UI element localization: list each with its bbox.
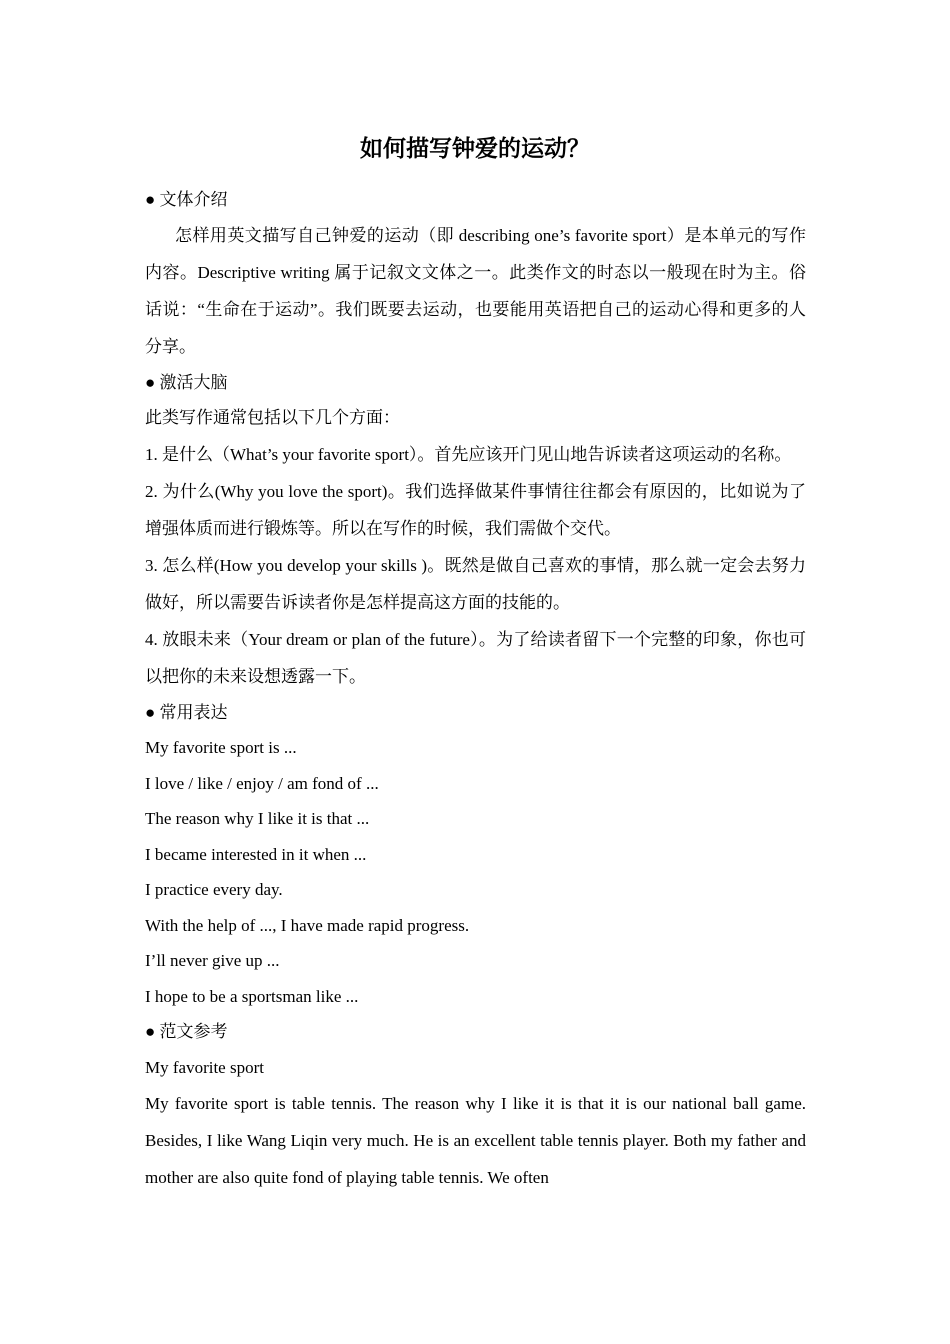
expression-item: I love / like / enjoy / am fond of ...: [145, 773, 379, 793]
point-item-how: 3. 怎么样(How you develop your skills )。既然是做自己喜欢的事情，那么就一定会去努力做好，所以需要告诉读者你是怎样提高这方面的技能的。: [145, 555, 806, 612]
section-heading-common-expressions: ● 常用表达: [145, 702, 228, 722]
point-item-future: 4. 放眼未来（Your dream or plan of the future）。为了给读者留下一个完整的印象，你也可以把你的未来设想透露一下。: [145, 629, 806, 686]
expression-item: I practice every day.: [145, 880, 283, 899]
expression-item: I hope to be a sportsman like ...: [145, 986, 359, 1006]
page-title: 如何描写钟爱的运动？: [360, 136, 590, 162]
point-item-why: 2. 为什么(Why you love the sport)。我们选择做某件事情往往都会有原因的，比如说为了增强体质而进行锻炼等。所以在写作的时候，我们需做个交代。: [145, 481, 806, 538]
intro-paragraph: 怎样用英文描写自己钟爱的运动（即 describing one’s favorite sport）是本单元的写作内容。Descriptive writing 属于记叙文文体之一。此类作文的时态以一般现在时为主。俗话说：“生命在于运动”。我们既要去运动，也要能用英语把自己的运动心得和更多的人分享。: [145, 225, 806, 356]
section-heading-genre-intro: ● 文体介绍: [145, 190, 228, 209]
document-body: [145, 182, 806, 1196]
expression-item: My favorite sport is ...: [145, 738, 297, 757]
expression-item: I became interested in it when ...: [145, 844, 367, 864]
expression-item: With the help of ..., I have made rapid progress.: [145, 915, 470, 935]
expression-item: I’ll never give up ...: [145, 951, 280, 970]
section-heading-activate-brain: ● 激活大脑: [145, 372, 228, 392]
aspects-lead-text: 此类写作通常包括以下几个方面：: [145, 408, 400, 427]
expression-item: The reason why I like it is that ...: [145, 809, 370, 828]
section-heading-sample-essay: ● 范文参考: [145, 1022, 228, 1041]
sample-essay-title: My favorite sport: [145, 1057, 264, 1077]
point-item-what: 1. 是什么（What’s your favorite sport）。首先应该开门见山地告诉读者这项运动的名称。: [145, 444, 792, 464]
sample-essay-paragraph: My favorite sport is table tennis. The reason why I like it is that it is our national ball game. Besides, I like Wang Liqin very much. He is an excellent table tennis player. Both my father and mother are also quite fond of playing table tennis. We often: [145, 1094, 806, 1187]
